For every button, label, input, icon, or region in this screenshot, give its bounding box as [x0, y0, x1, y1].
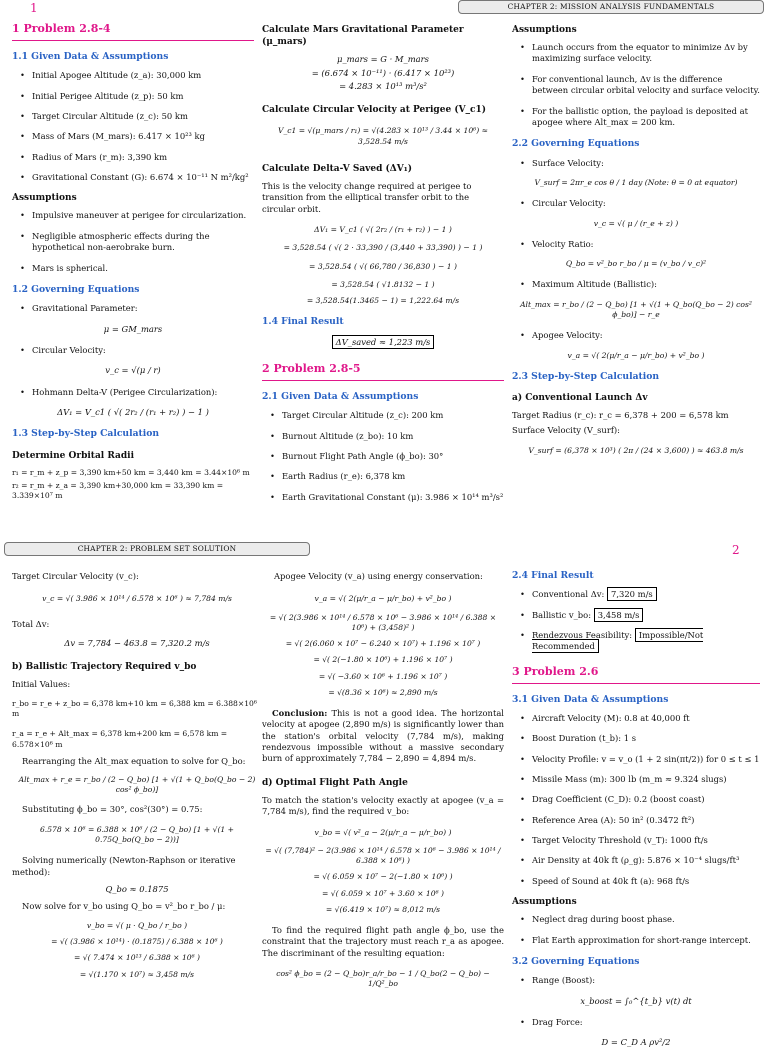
column-1	[12, 22, 254, 540]
equation: Alt_max = r_bo / (2 − Q_bo) [1 + √(1 + Q_bo(Q_bo − 2) cos² ϕ_bo)] − r_e	[520, 299, 752, 319]
list-item: • Radius of Mars (r_m): 3,390 km	[20, 152, 254, 163]
equations-list	[512, 975, 760, 986]
text-line: Rearranging the Alt_max equation to solve for Q_bo:	[22, 755, 246, 766]
equation-line: = 3,528.54 ( √( 66,780 / 36,830 ) − 1 )	[309, 261, 457, 271]
equation-line: = √( (7,784)² − 2(3.986 × 10¹⁴ / 6.578 × 10⁶ − 3.986 × 10¹⁴ / 6.388 × 10⁶) )	[265, 845, 501, 866]
text-line: Solving numerically (Newton-Raphson or iterative method):	[12, 855, 236, 877]
text-line: Target Circular Velocity (v_c):	[12, 571, 139, 581]
equations-list-2	[12, 345, 254, 356]
list-item: • Speed of Sound at 40k ft (a): 968 ft/s	[520, 876, 760, 887]
equation-line: = 4.283 × 10¹³ m³/s²	[339, 80, 427, 91]
equation-line: = 3,528.54 ( √( 2 · 33,390 / (3,440 + 33,390) ) − 1 )	[283, 243, 483, 253]
result-label: Conventional Δv:	[532, 589, 605, 600]
equation: v_c = √( 3.986 × 10¹⁴ / 6.578 × 10⁶ ) ≈ 7,784 m/s	[42, 594, 232, 604]
column-2	[262, 22, 504, 540]
list-item: • For conventional launch, Δv is the difference between circular orbital velocity and surface velocity.	[520, 74, 760, 97]
list-item: • Burnout Altitude (z_bo): 10 km	[270, 431, 504, 442]
subheading: Calculate Circular Velocity at Perigee (V_c1)	[262, 105, 487, 116]
list-item: • Circular Velocity:	[520, 198, 760, 209]
equation-line: = √(6.419 × 10⁷) ≈ 8,012 m/s	[325, 904, 441, 914]
list-item: • Range (Boost):	[520, 975, 760, 986]
result-value: 3,458 m/s	[594, 608, 644, 622]
list-item: • Mars is spherical.	[20, 263, 254, 274]
list-item: • Reference Area (A): 50 in² (0.3472 ft²)	[520, 815, 760, 826]
equation: Δv = 7,784 − 463.8 = 7,320.2 m/s	[64, 637, 210, 648]
equation: μ = GM_mars	[103, 323, 163, 334]
list-item: • Air Density at 40k ft (ρ_g): 5.876 × 10⁻⁴ slugs/ft³	[520, 855, 760, 866]
equation: x_boost = ∫₀^{t_b} v(t) dt	[580, 995, 692, 1006]
list-item: • Missile Mass (m): 300 lb (m_m ≈ 9.324 slugs)	[520, 774, 760, 785]
section-heading: 2.1 Given Data & Assumptions	[262, 390, 419, 402]
equation: Q_bo ≈ 0.1875	[105, 884, 169, 895]
list-item: • Gravitational Parameter:	[20, 303, 254, 314]
text-line: Total Δv:	[12, 618, 50, 629]
list-item: • Velocity Profile: v = v_o (1 + 2 sin(πt/2)) for 0 ≤ t ≤ 1	[520, 754, 760, 765]
section-heading: 2.2 Governing Equations	[512, 138, 640, 150]
equation: 6.578 × 10⁶ = 6.388 × 10⁶ / (2 − Q_bo) [1 + √(1 + 0.75Q_bo(Q_bo − 2))]	[39, 824, 235, 845]
paragraph	[262, 708, 504, 765]
list-item: • Negligible atmospheric effects during the hypothetical non-aerobrake burn.	[20, 231, 254, 254]
column-3	[512, 22, 760, 540]
list-item: • Apogee Velocity:	[520, 330, 760, 341]
list-item: • Neglect drag during boost phase.	[520, 914, 760, 925]
list-item: • Hohmann Delta-V (Perigee Circularization):	[20, 387, 254, 398]
section-heading: 3.2 Governing Equations	[512, 955, 640, 967]
final-result-box: ΔV_saved ≈ 1,223 m/s	[332, 335, 435, 349]
list-item	[520, 630, 760, 653]
equation-line: v_a = √( 2(μ/r_a − μ/r_bo) + v²_bo )	[314, 594, 452, 604]
assumptions-heading: Assumptions	[12, 193, 77, 204]
equation: Q_bo = v²_bo r_bo / μ = (v_bo / v_c)²	[565, 259, 707, 269]
conclusion-text: This is not a good idea. The horizontal velocity at apogee (2,890 m/s) is significantly lower than the station's orbital velocity (7,784 m/s), making rendezvous impossible without a massive secondary burn of approximately 7,784 − 2,890 = 4,894 m/s.	[262, 708, 504, 764]
result-value: Impossible/Not Recommended	[532, 630, 704, 652]
list-item: • Earth Gravitational Constant (μ): 3.986 × 10¹⁴ m³/s²	[270, 492, 504, 503]
equations-list-5	[512, 330, 760, 341]
equations-list-3	[512, 239, 760, 250]
chapter-header: CHAPTER 2: PROBLEM SET SOLUTION	[4, 542, 310, 556]
equation-line: μ_mars = G · M_mars	[337, 54, 429, 65]
equation-line: r₂ = r_m + z_a = 3,390 km+30,000 km = 33,390 km = 3.339×10⁷ m	[12, 481, 224, 501]
assumptions-heading: Assumptions	[512, 25, 577, 35]
equation-line: = √( 7.474 × 10¹³ / 6.388 × 10⁶ )	[73, 953, 201, 963]
given-list	[12, 70, 254, 183]
list-item: • Initial Perigee Altitude (z_p): 50 km	[20, 91, 254, 102]
text-line: Substituting ϕ_bo = 30°, cos²(30°) = 0.75:	[22, 803, 203, 814]
equations-list-2	[512, 198, 760, 209]
equation: Alt_max + r_e = r_bo / (2 − Q_bo) [1 + √(1 + Q_bo(Q_bo − 2) cos² ϕ_bo)]	[18, 775, 256, 795]
list-item: • Maximum Altitude (Ballistic):	[520, 279, 760, 290]
subheading: Calculate Delta-V Saved (ΔV₁)	[262, 163, 412, 174]
subheading: d) Optimal Flight Path Angle	[262, 777, 408, 788]
equations-list-2	[512, 1017, 760, 1028]
equation-line: r_a = r_e + Alt_max = 6,378 km+200 km = 6,578 km = 6.578×10⁶ m	[12, 729, 228, 749]
equation: D = C_D A ρv²/2	[601, 1037, 671, 1048]
list-item: • Boost Duration (t_b): 1 s	[520, 733, 760, 744]
subheading: a) Conventional Launch Δv	[512, 393, 648, 404]
equation-line: = (6.674 × 10⁻¹¹) · (6.417 × 10²³)	[311, 67, 455, 78]
text-line: Apogee Velocity (v_a) using energy conservation:	[274, 571, 483, 581]
results-list	[512, 589, 760, 652]
list-item: • Target Circular Altitude (z_c): 200 km	[270, 410, 504, 421]
equations-list-4	[512, 279, 760, 290]
equation-line: = √( 6.059 × 10⁷ + 3.60 × 10⁶ )	[321, 888, 444, 898]
given-list	[262, 410, 504, 503]
paragraph: This is the velocity change required at perigee to transition from the elliptical transfer orbit to the circular orbit.	[262, 181, 472, 214]
equation-line: = √( (3.986 × 10¹⁴) · (0.1875) / 6.388 × 10⁶ )	[51, 937, 223, 947]
equation-line: r_bo = r_e + z_bo = 6,378 km+10 km = 6,388 km = 6.388×10⁶ m	[12, 698, 257, 719]
text-line: Initial Values:	[12, 679, 71, 690]
equation-line: v_bo = √( μ · Q_bo / r_bo )	[86, 920, 188, 930]
page-2	[0, 540, 768, 1048]
assumptions-list	[512, 914, 760, 946]
equation-line: = 3,528.54 ( √1.8132 − 1 )	[331, 279, 435, 289]
list-item: • Earth Radius (r_e): 6,378 km	[270, 471, 504, 482]
page-number: 2	[732, 543, 740, 557]
problem-title: 1 Problem 2.8-4	[12, 22, 254, 41]
given-list	[512, 713, 760, 887]
list-item: • Initial Apogee Altitude (z_a): 30,000 km	[20, 70, 254, 81]
equation: v_c = √(μ / r)	[105, 365, 161, 376]
section-heading: 2.3 Step-by-Step Calculation	[512, 370, 660, 382]
list-item: • Mass of Mars (M_mars): 6.417 × 10²³ kg	[20, 131, 254, 142]
page-number: 1	[30, 1, 38, 15]
equation: v_a = √( 2(μ/r_a − μ/r_bo) + v²_bo )	[567, 350, 705, 360]
equation-line: = √( 6.059 × 10⁷ − 2(−1.80 × 10⁶) )	[313, 872, 453, 882]
equation: cos² ϕ_bo = (2 − Q_bo)r_a/r_bo − 1 / Q_bo(2 − Q_bo) − 1/Q²_bo	[276, 969, 490, 989]
equation: V_surf = 2πr_e cos θ / 1 day (Note: θ = 0 at equator)	[534, 177, 738, 187]
equations-list-3	[12, 387, 254, 398]
list-item: • Gravitational Constant (G): 6.674 × 10⁻¹¹ N m²/kg²	[20, 172, 254, 183]
section-heading: 2.4 Final Result	[512, 570, 594, 581]
list-item: • Aircraft Velocity (M): 0.8 at 40,000 ft	[520, 713, 760, 724]
subheading: Calculate Mars Gravitational Parameter (μ_mars)	[262, 25, 464, 48]
list-item: • Circular Velocity:	[20, 345, 254, 356]
equation: v_c = √( μ / (r_e + z) )	[593, 218, 679, 228]
result-value: 7,320 m/s	[607, 587, 657, 601]
equation-line: v_bo = √( v²_a − 2(μ/r_a − μ/r_bo) )	[314, 827, 452, 837]
section-heading: 1.4 Final Result	[262, 316, 344, 328]
subheading: b) Ballistic Trajectory Required v_bo	[12, 662, 197, 673]
list-item	[520, 610, 760, 621]
list-item: • Impulsive maneuver at perigee for circularization.	[20, 210, 254, 221]
equation-line: = √( 2(6.060 × 10⁷ − 6.240 × 10⁷) + 1.196 × 10⁷ )	[285, 639, 481, 649]
chapter-header: CHAPTER 2: MISSION ANALYSIS FUNDAMENTALS	[458, 0, 764, 14]
conclusion-label: Conclusion:	[272, 708, 328, 719]
column-2	[262, 568, 504, 1024]
text-line: Now solve for v_bo using Q_bo = v²_bo r_bo / μ:	[22, 901, 226, 912]
equation: V_surf = (6,378 × 10³) ( 2π / (24 × 3,600) ) ≈ 463.8 m/s	[528, 446, 744, 456]
equation: ΔV₁ = V_c1 ( √( 2r₂ / (r₁ + r₂) ) − 1 )	[57, 406, 209, 417]
list-item: • Flat Earth approximation for short-range intercept.	[520, 935, 760, 946]
result-label: Rendezvous Feasibility:	[532, 630, 633, 641]
list-item: • Velocity Ratio:	[520, 239, 760, 250]
text-line: Target Radius (r_c): r_c = 6,378 + 200 = 6,578 km	[512, 410, 729, 421]
equation-line: = √(8.36 × 10⁶) ≈ 2,890 m/s	[328, 687, 438, 697]
equation-line: = √( 2(−1.80 × 10⁶) + 1.196 × 10⁷ )	[313, 655, 453, 665]
subheading: Determine Orbital Radii	[12, 450, 134, 461]
list-item: • Target Velocity Threshold (v_T): 1000 ft/s	[520, 835, 760, 846]
list-item: • Surface Velocity:	[520, 158, 760, 169]
list-item: • Drag Force:	[520, 1017, 760, 1028]
section-heading: 1.2 Governing Equations	[12, 283, 140, 295]
section-heading: 1.3 Step-by-Step Calculation	[12, 428, 160, 440]
problem-title: 3 Problem 2.6	[512, 665, 760, 684]
section-heading: 3.1 Given Data & Assumptions	[512, 693, 669, 705]
equations-list	[512, 158, 760, 169]
result-label: Ballistic v_bo:	[532, 609, 592, 620]
text-line: Surface Velocity (V_surf):	[512, 424, 621, 435]
paragraph: To find the required flight path angle ϕ_bo, use the constraint that the trajectory must reach r_a as apogee. The discriminant of the resulting equation:	[262, 925, 504, 958]
equation: V_c1 = √(μ_mars / r₁) = √(4.283 × 10¹³ / 3.44 × 10⁶) ≈ 3,528.54 m/s	[278, 126, 488, 146]
list-item	[520, 589, 760, 600]
list-item: • Target Circular Altitude (z_c): 50 km	[20, 111, 254, 122]
list-item: • Burnout Flight Path Angle (ϕ_bo): 30°	[270, 451, 504, 462]
list-item: • Launch occurs from the equator to minimize Δv by maximizing surface velocity.	[520, 42, 760, 65]
paragraph: To match the station's velocity exactly at apogee (v_a = 7,784 m/s), find the required v_bo:	[262, 794, 504, 817]
equation-line: = √( 2(3.986 × 10¹⁴ / 6.578 × 10⁶ − 3.986 × 10¹⁴ / 6.388 × 10⁶) + (3,458)² )	[269, 612, 497, 632]
problem-title: 2 Problem 2.8-5	[262, 362, 504, 381]
equations-list	[12, 303, 254, 314]
equation-line: r₁ = r_m + z_p = 3,390 km+50 km = 3,440 km = 3.44×10⁶ m	[12, 467, 250, 477]
assumptions-list	[512, 42, 760, 128]
equation-line: = √( −3.60 × 10⁶ + 1.196 × 10⁷ )	[318, 671, 448, 681]
list-item: • For the ballistic option, the payload is deposited at apogee where Alt_max = 200 km.	[520, 106, 760, 129]
assumptions-heading: Assumptions	[512, 897, 577, 908]
equation-line: = √(1.170 × 10⁷) ≈ 3,458 m/s	[79, 969, 195, 979]
equation-line: ΔV₁ = V_c1 ( √( 2r₂ / (r₁ + r₂) ) − 1 )	[314, 225, 452, 235]
equation-line: = 3,528.54(1.3465 − 1) = 1,222.64 m/s	[306, 296, 460, 306]
column-1	[12, 568, 262, 1024]
list-item: • Drag Coefficient (C_D): 0.2 (boost coast)	[520, 794, 760, 805]
section-heading: 1.1 Given Data & Assumptions	[12, 50, 169, 62]
column-3	[512, 568, 760, 1048]
assumptions-list	[12, 210, 254, 273]
